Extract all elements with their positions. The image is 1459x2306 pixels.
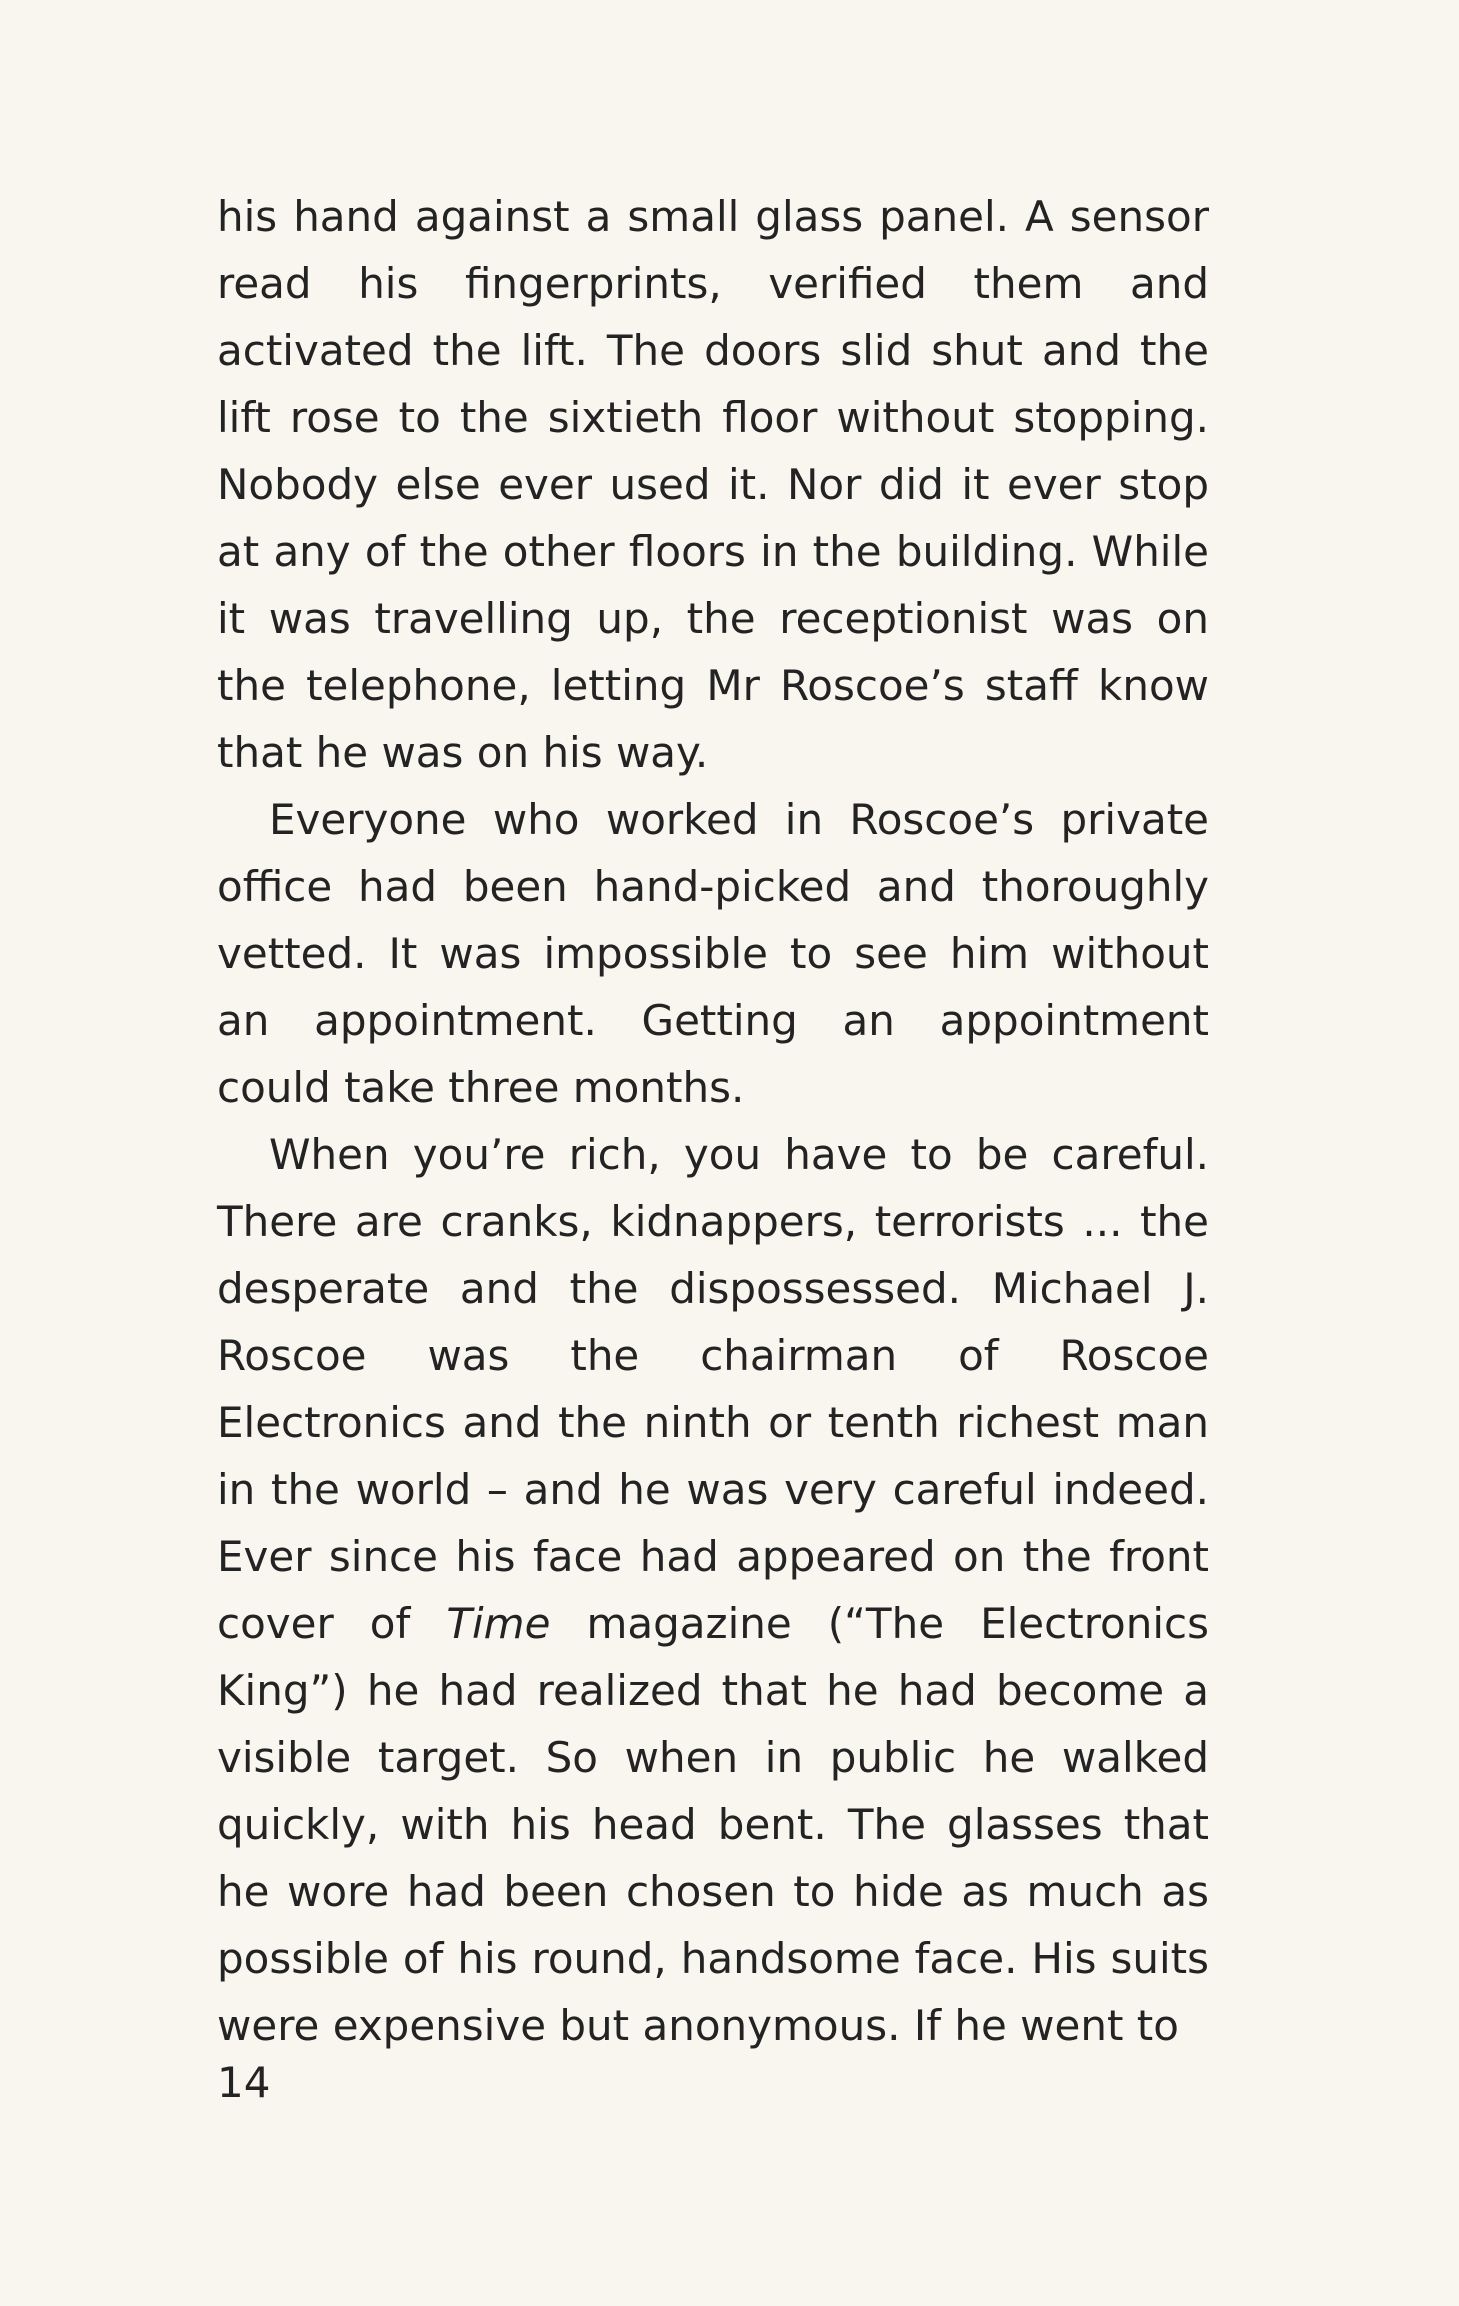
paragraph-1: his hand against a small glass panel. A sensor read his fingerprints, verified them and activated the lift. The doors slid shut and the lift rose to the sixtieth floor without stopping. Nobody else ever used it. Nor did it ever stop at any of the other floors in the building. While it was travelling up, the receptionist was on the telephone, letting Mr Roscoe’s staff know that he was on his way. — [217, 192, 1209, 777]
magazine-title: Time — [446, 1599, 551, 1648]
paragraph-3-part-2: magazine (“The Electronics King”) he had realized that he had become a visible target. So when in public he walked quickly, with his head bent. The glasses that he wore had been chosen to hide as much as possible of his round, handsome face. His suits were expensive but anonymous. If he went to — [217, 1599, 1209, 2050]
page-number: 14 — [217, 2058, 271, 2107]
paragraph-2: Everyone who worked in Roscoe’s private office had been hand-picked and thoroughly vetted. It was impossible to see him without an appointment. Getting an appointment could take three months. — [217, 795, 1209, 1112]
paragraph-3-part-1: When you’re rich, you have to be careful. There are cranks, kidnappers, terrorists ... the desperate and the dispossessed. Michael J. Roscoe was the chairman of Roscoe Electronics and the ninth or tenth richest man in the world – and he was very careful indeed. Ever since his face had appeared on the front cover of — [217, 1130, 1209, 1648]
paragraph-3 — [217, 1121, 1209, 2059]
body-text — [217, 183, 1209, 2059]
